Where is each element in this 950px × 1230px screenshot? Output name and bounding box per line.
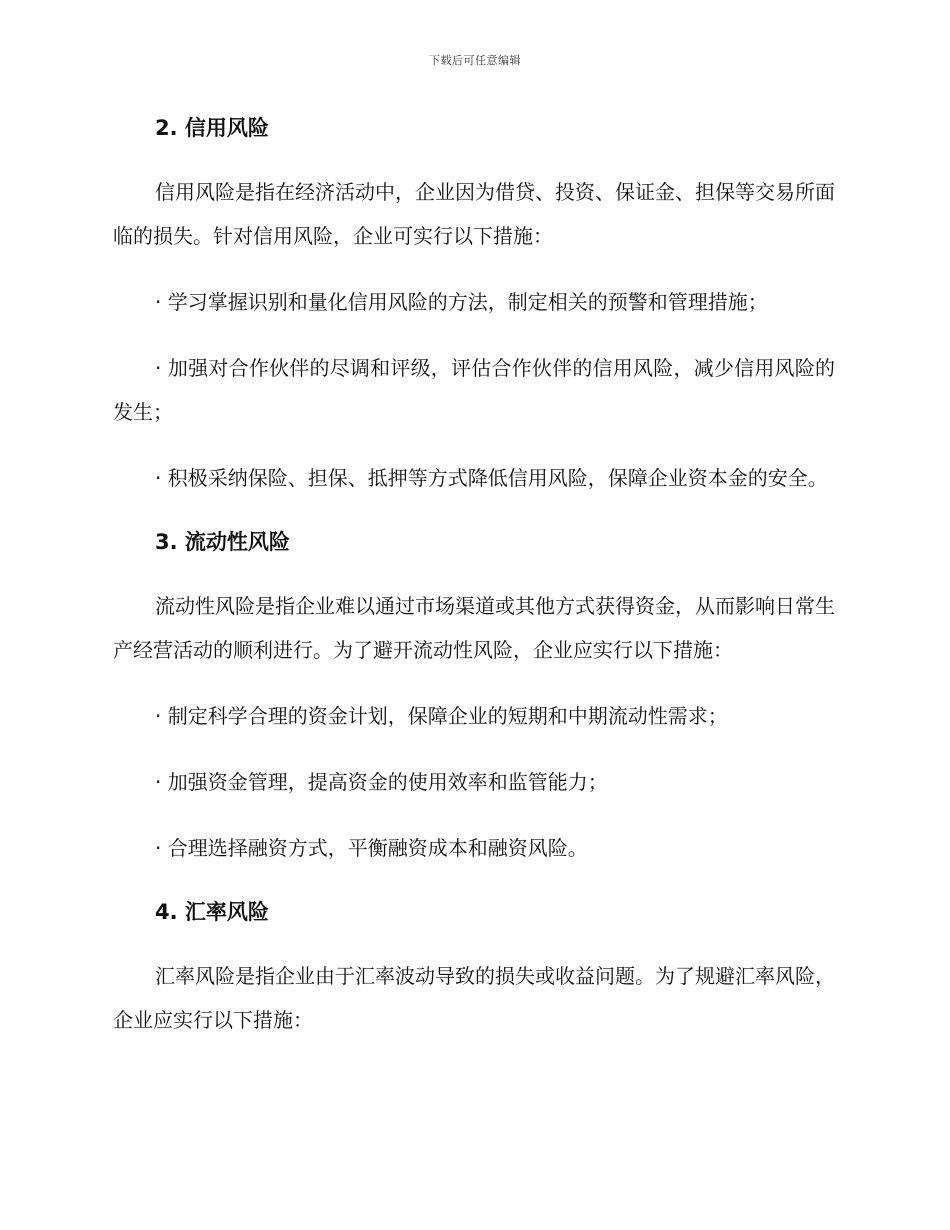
- section-paragraph-credit-risk: 信用风险是指在经济活动中，企业因为借贷、投资、保证金、担保等交易所面临的损失。针对信用风险，企业可实行以下措施：: [113, 180, 835, 248]
- section-heading-exchange-rate-risk: 4. 汇率风险: [155, 900, 269, 924]
- section-heading-credit-risk: 2. 信用风险: [155, 116, 269, 140]
- bullet-item: · 制定科学合理的资金计划，保障企业的短期和中期流动性需求；: [155, 704, 728, 728]
- bullet-item: · 合理选择融资方式，平衡融资成本和融资风险。: [155, 836, 588, 860]
- page-header: 下载后可任意编辑: [429, 54, 521, 67]
- document-body: [113, 108, 835, 1064]
- section-paragraph-liquidity-risk: 流动性风险是指企业难以通过市场渠道或其他方式获得资金，从而影响日常生产经营活动的顺利进行。为了避开流动性风险，企业应实行以下措施：: [113, 594, 835, 662]
- bullet-item: · 加强对合作伙伴的尽调和评级，评估合作伙伴的信用风险，减少信用风险的发生；: [113, 356, 835, 424]
- section-paragraph-exchange-rate-risk: 汇率风险是指企业由于汇率波动导致的损失或收益问题。为了规避汇率风险，企业应实行以下措施：: [113, 964, 835, 1032]
- bullet-item: · 加强资金管理，提高资金的使用效率和监管能力；: [155, 770, 608, 794]
- bullet-item: · 学习掌握识别和量化信用风险的方法，制定相关的预警和管理措施；: [155, 290, 768, 314]
- bullet-item: · 积极采纳保险、担保、抵押等方式降低信用风险，保障企业资本金的安全。: [155, 466, 828, 490]
- section-heading-liquidity-risk: 3. 流动性风险: [155, 530, 290, 554]
